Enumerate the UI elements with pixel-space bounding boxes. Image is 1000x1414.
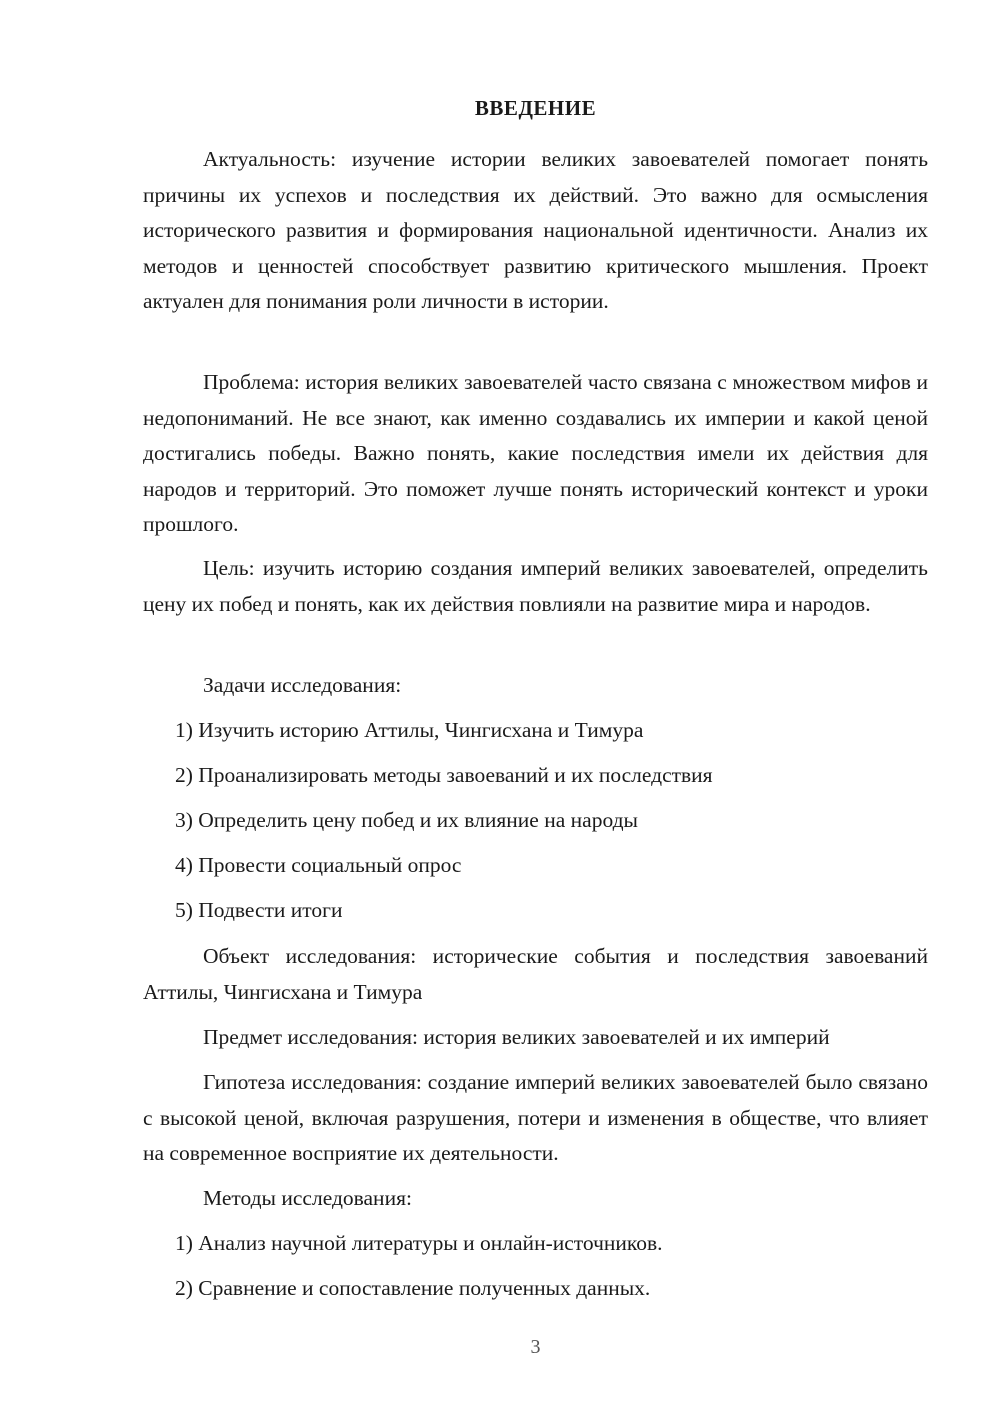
relevance-paragraph: Актуальность: изучение истории великих завоевателей помогает понять причины их успехов и последствия их действий. Это важно для осмысления исторического развития и формирования национальной идентичности. Анализ их методов и ценностей способствует развитию критического мышления. Проект актуален для понимания роли личности в истории.	[143, 147, 928, 313]
goal-paragraph: Цель: изучить историю создания империй великих завоевателей, определить цену их побед и понять, как их действия повлияли на развитие мира и народов.	[143, 556, 928, 616]
methods-title: Методы исследования:	[203, 1186, 412, 1210]
page-number: 3	[530, 1336, 541, 1358]
task-item: 2) Проанализировать методы завоеваний и их последствия	[175, 763, 713, 787]
method-item: 2) Сравнение и сопоставление полученных данных.	[175, 1276, 651, 1300]
object-paragraph: Объект исследования: исторические события и последствия завоеваний Аттилы, Чингисхана и Тимура	[143, 944, 928, 1004]
document-page	[143, 0, 928, 1414]
subject-paragraph: Предмет исследования: история великих завоевателей и их империй	[203, 1025, 830, 1049]
method-item: 1) Анализ научной литературы и онлайн-источников.	[175, 1231, 663, 1255]
problem-paragraph: Проблема: история великих завоевателей часто связана с множеством мифов и недопониманий. Не все знают, как именно создавались их империи и какой ценой достигались победы. Важно понять, какие последствия имели их действия для народов и территорий. Это поможет лучше понять исторический контекст и уроки прошлого.	[143, 370, 928, 536]
hypothesis-paragraph: Гипотеза исследования: создание империй великих завоевателей было связано с высокой ценой, включая разрушения, потери и изменения в обществе, что влияет на современное восприятие их деятельности.	[143, 1070, 928, 1165]
task-item: 4) Провести социальный опрос	[175, 853, 462, 877]
tasks-title: Задачи исследования:	[203, 673, 402, 697]
task-item: 3) Определить цену побед и их влияние на народы	[175, 808, 638, 832]
task-item: 5) Подвести итоги	[175, 898, 343, 922]
task-item: 1) Изучить историю Аттилы, Чингисхана и Тимура	[175, 718, 644, 742]
section-heading: ВВЕДЕНИЕ	[474, 96, 597, 120]
